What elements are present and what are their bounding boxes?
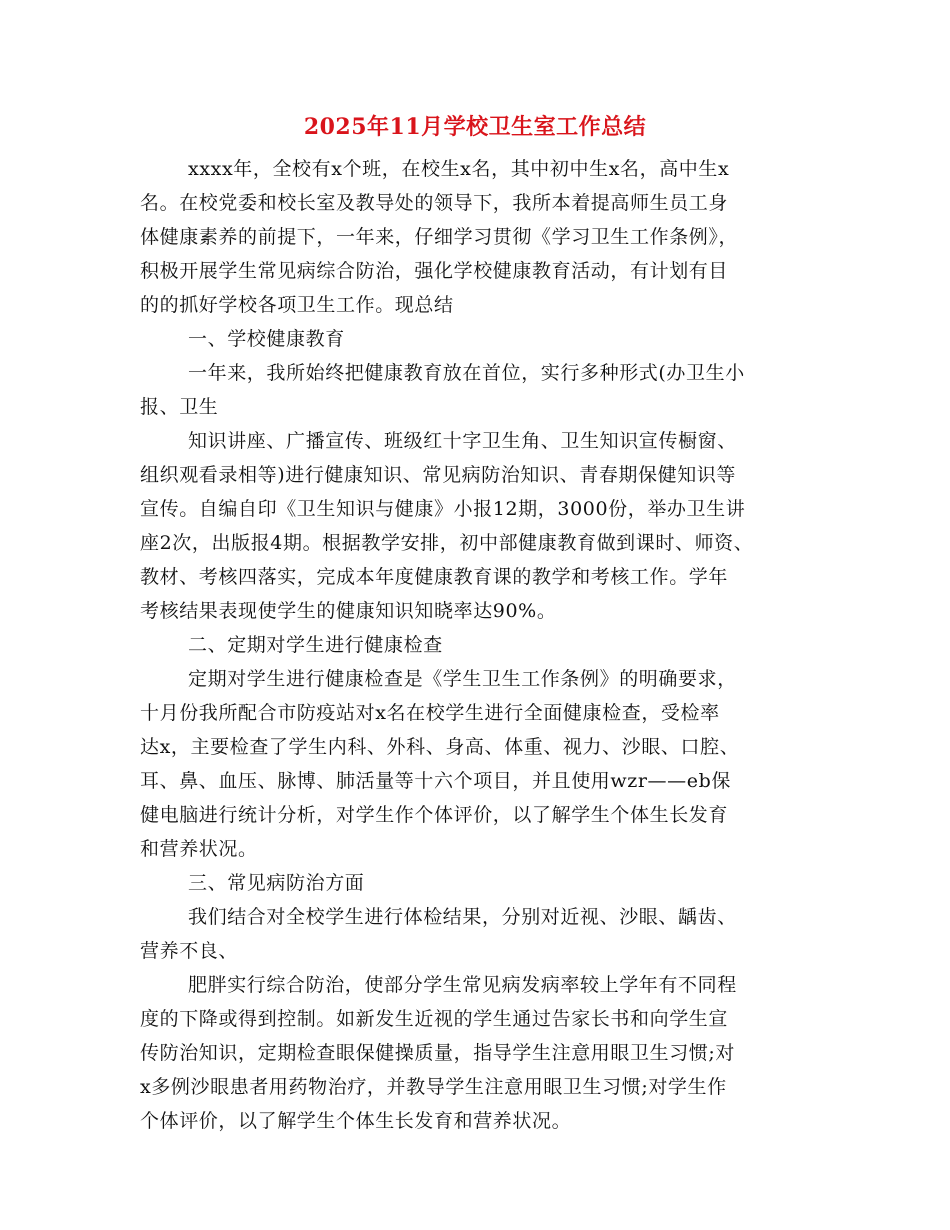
text-line: 定期对学生进行健康检查是《学生卫生工作条例》的明确要求， <box>188 668 737 690</box>
text-line: 和营养状况。 <box>140 838 258 860</box>
text-line: 耳、鼻、血压、脉博、肺活量等十六个项目，并且使用wzr——eb保 <box>140 770 731 792</box>
text-line: xxxx年，全校有x个班，在校生x名，其中初中生x名，高中生x <box>188 158 730 180</box>
text-line: 十月份我所配合市防疫站对x名在校学生进行全面健康检查，受检率 <box>140 702 720 724</box>
text-line: 健电脑进行统计分析，对学生作个体评价，以了解学生个体生长发育 <box>140 804 729 826</box>
text-line: 的的抓好学校各项卫生工作。现总结 <box>140 294 454 316</box>
text-line: 一、学校健康教育 <box>188 328 345 350</box>
text-line: 二、定期对学生进行健康检查 <box>188 634 443 656</box>
text-line: 体健康素养的前提下，一年来，仔细学习贯彻《学习卫生工作条例》， <box>140 226 739 248</box>
text-line: 座2次，出版报4期。根据教学安排，初中部健康教育做到课时、师资、 <box>140 532 754 554</box>
text-line: 营养不良、 <box>140 940 239 962</box>
text-line: 一年来，我所始终把健康教育放在首位，实行多种形式(办卫生小 <box>188 362 745 384</box>
text-line: 我们结合对全校学生进行体检结果，分别对近视、沙眼、龋齿、 <box>188 906 737 928</box>
text-line: 达x，主要检查了学生内科、外科、身高、体重、视力、沙眼、口腔、 <box>140 736 740 758</box>
text-line: 考核结果表现使学生的健康知识知晓率达90%。 <box>140 600 557 622</box>
text-line: 报、卫生 <box>140 396 219 418</box>
document-body <box>140 152 840 1138</box>
text-line: x多例沙眼患者用药物治疗，并教导学生注意用眼卫生习惯;对学生作 <box>140 1076 727 1098</box>
text-line: 名。在校党委和校长室及教导处的领导下，我所本着提高师生员工身 <box>140 192 729 214</box>
text-line: 度的下降或得到控制。如新发生近视的学生通过告家长书和向学生宣 <box>140 1008 729 1030</box>
document-title: 2025年11月学校卫生室工作总结 <box>303 114 647 140</box>
text-line: 知识讲座、广播宣传、班级红十字卫生角、卫生知识宣传橱窗、 <box>188 430 737 452</box>
text-line: 积极开展学生常见病综合防治，强化学校健康教育活动，有计划有目 <box>140 260 729 282</box>
text-line: 教材、考核四落实，完成本年度健康教育课的教学和考核工作。学年 <box>140 566 729 588</box>
text-line: 个体评价，以了解学生个体生长发育和营养状况。 <box>140 1110 572 1132</box>
text-line: 宣传。自编自印《卫生知识与健康》小报12期，3000份，举办卫生讲 <box>140 498 746 520</box>
text-line: 肥胖实行综合防治，使部分学生常见病发病率较上学年有不同程 <box>188 974 737 996</box>
text-line: 传防治知识，定期检查眼保健操质量，指导学生注意用眼卫生习惯;对 <box>140 1042 736 1064</box>
text-line: 组织观看录相等)进行健康知识、常见病防治知识、青春期保健知识等 <box>140 464 737 486</box>
text-line: 三、常见病防治方面 <box>188 872 365 894</box>
